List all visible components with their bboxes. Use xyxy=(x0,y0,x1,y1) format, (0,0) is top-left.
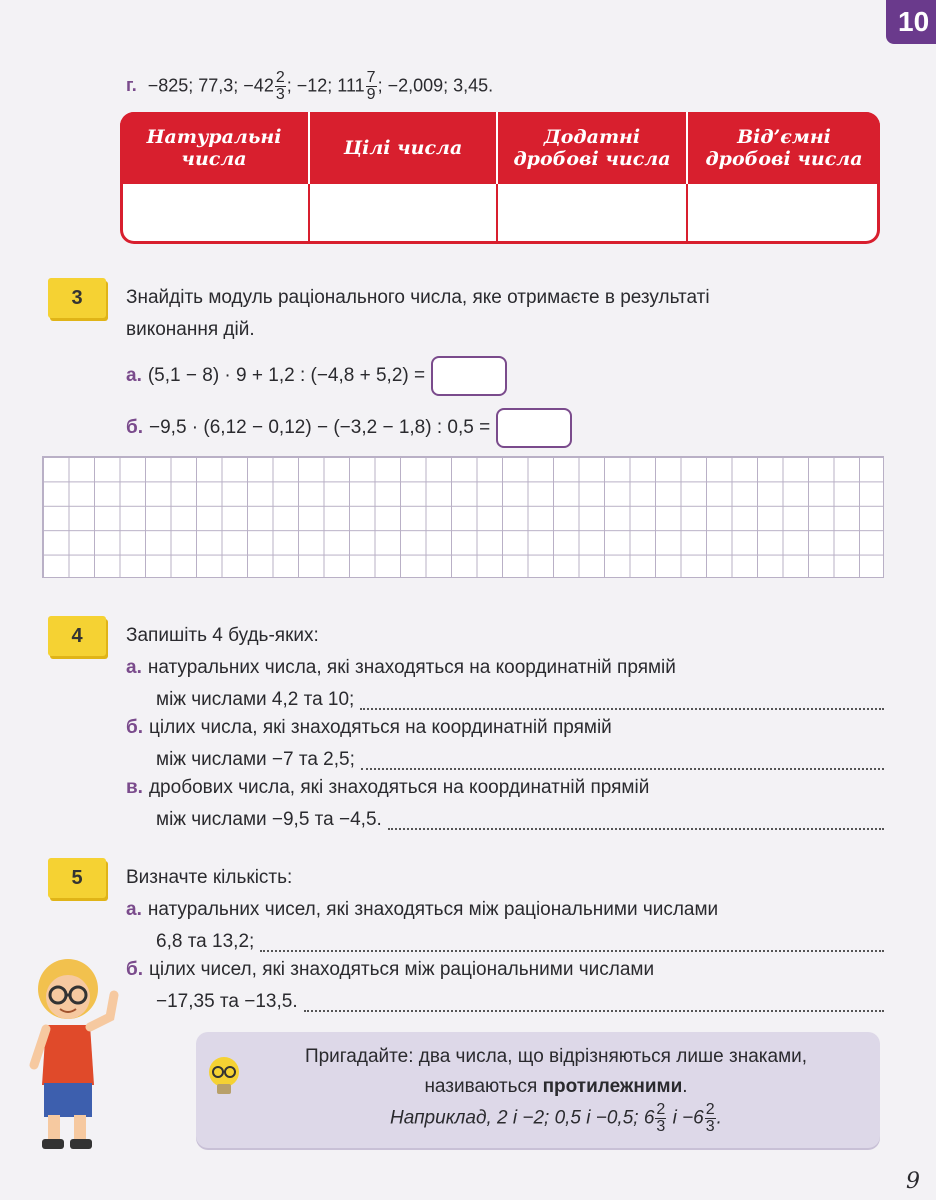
page-number: 9 xyxy=(906,1169,920,1194)
task-number-5: 5 xyxy=(48,858,106,898)
reminder-example: Наприклад, 2 і −2; 0,5 і −0,5; 6 $\frac{2}{3}$ і −6 $\frac{2}{3}$ . xyxy=(390,1101,722,1135)
task2g-part3: ; −2,009; 3,45. xyxy=(377,75,494,96)
reminder-box xyxy=(196,1032,880,1148)
task2g-numbers xyxy=(126,70,493,103)
task4-a-label: а. xyxy=(126,657,142,678)
task5-b-answer-line[interactable] xyxy=(304,994,884,1012)
task4-a xyxy=(126,652,884,716)
task4-c-label: в. xyxy=(126,777,143,798)
task5-a-line2: 6,8 та 13,2; xyxy=(156,931,255,952)
task4-a-line1: натуральних числа, які знаходяться на координатній прямій xyxy=(147,657,676,678)
task2g-part1: −825; 77,3; −42 xyxy=(147,75,274,96)
reminder-line2: називаються протилежними. xyxy=(424,1076,688,1097)
boy-illustration xyxy=(20,955,150,1155)
header-negative-fractions: Від’ємні дробові числа xyxy=(705,126,863,170)
reminder-text xyxy=(236,1042,876,1135)
task5-a-line1: натуральних чисел, які знаходяться між раціональними числами xyxy=(147,899,719,920)
task5-intro: Визначте кількість: xyxy=(126,867,293,888)
task3-b-expression: −9,5 · (6,12 − 0,12) − (−3,2 − 1,8) : 0,5 = xyxy=(149,417,491,439)
table-answer-row xyxy=(120,184,880,244)
task4-c-line2: між числами −9,5 та −4,5. xyxy=(156,809,382,830)
task4-b-line2: між числами −7 та 2,5; xyxy=(156,749,355,770)
task4-b-line1: цілих числа, які знаходяться на координатній прямій xyxy=(149,717,612,738)
task4-intro: Запишіть 4 будь-яких: xyxy=(126,625,319,646)
task2g-part2: ; −12; 111 xyxy=(286,75,365,96)
task3-text-line1: Знайдіть модуль раціонального числа, яке отримаєте в результаті xyxy=(126,287,710,308)
task-number-3: 3 xyxy=(48,278,106,318)
task4-c-line1: дробових числа, які знаходяться на координатній прямій xyxy=(148,777,650,798)
answer-cell-negative-fractions[interactable] xyxy=(688,184,880,244)
boy-figure-icon xyxy=(34,959,114,1149)
task5-a-answer-line[interactable] xyxy=(260,934,884,952)
table-header-row xyxy=(120,112,880,184)
grid-workspace[interactable] xyxy=(42,456,884,578)
task5-b-line2: −17,35 та −13,5. xyxy=(156,991,298,1012)
task3-text-line2: виконання дій. xyxy=(126,319,255,340)
task4-a-answer-line[interactable] xyxy=(360,692,884,710)
fraction-7-9: $\frac{7}{9}$ xyxy=(366,69,376,103)
answer-cell-natural[interactable] xyxy=(120,184,310,244)
task4-a-line2: між числами 4,2 та 10; xyxy=(156,689,355,710)
task3-a xyxy=(126,356,507,396)
task5-a xyxy=(126,894,884,958)
task2g-label: г. xyxy=(126,75,137,96)
reminder-line1: Пригадайте: два числа, що відрізняються лише знаками, xyxy=(304,1046,808,1067)
header-integers: Цілі числа xyxy=(310,112,498,184)
chapter-tab: 10 xyxy=(886,0,936,44)
task3-a-answer-box[interactable] xyxy=(431,356,507,396)
task5-b-line1: цілих чисел, які знаходяться між раціональними числами xyxy=(149,959,655,980)
task4-b xyxy=(126,712,884,776)
answer-cell-positive-fractions[interactable] xyxy=(498,184,688,244)
task5-a-label: а. xyxy=(126,899,142,920)
answer-cell-integers[interactable] xyxy=(310,184,498,244)
task3-b-label: б. xyxy=(126,417,144,439)
task3-text xyxy=(126,282,710,346)
header-natural-numbers: Натуральні числа xyxy=(120,112,310,184)
task5-b-label: б. xyxy=(126,959,144,980)
classification-table xyxy=(120,112,880,244)
header-positive-fractions: Додатні дробові числа xyxy=(498,112,688,184)
reminder-bold-term: протилежними xyxy=(542,1076,683,1097)
task5-b xyxy=(126,954,884,1018)
task3-a-expression: (5,1 − 8) · 9 + 1,2 : (−4,8 + 5,2) = xyxy=(147,365,426,387)
task4-c xyxy=(126,772,884,836)
task4-c-answer-line[interactable] xyxy=(388,812,884,830)
task3-b-answer-box[interactable] xyxy=(496,408,572,448)
task3-b xyxy=(126,408,572,448)
task4-b-label: б. xyxy=(126,717,144,738)
task4-b-answer-line[interactable] xyxy=(361,752,884,770)
task-number-4: 4 xyxy=(48,616,106,656)
task3-a-label: а. xyxy=(126,365,142,387)
fraction-2-3: $\frac{2}{3}$ xyxy=(275,69,285,103)
